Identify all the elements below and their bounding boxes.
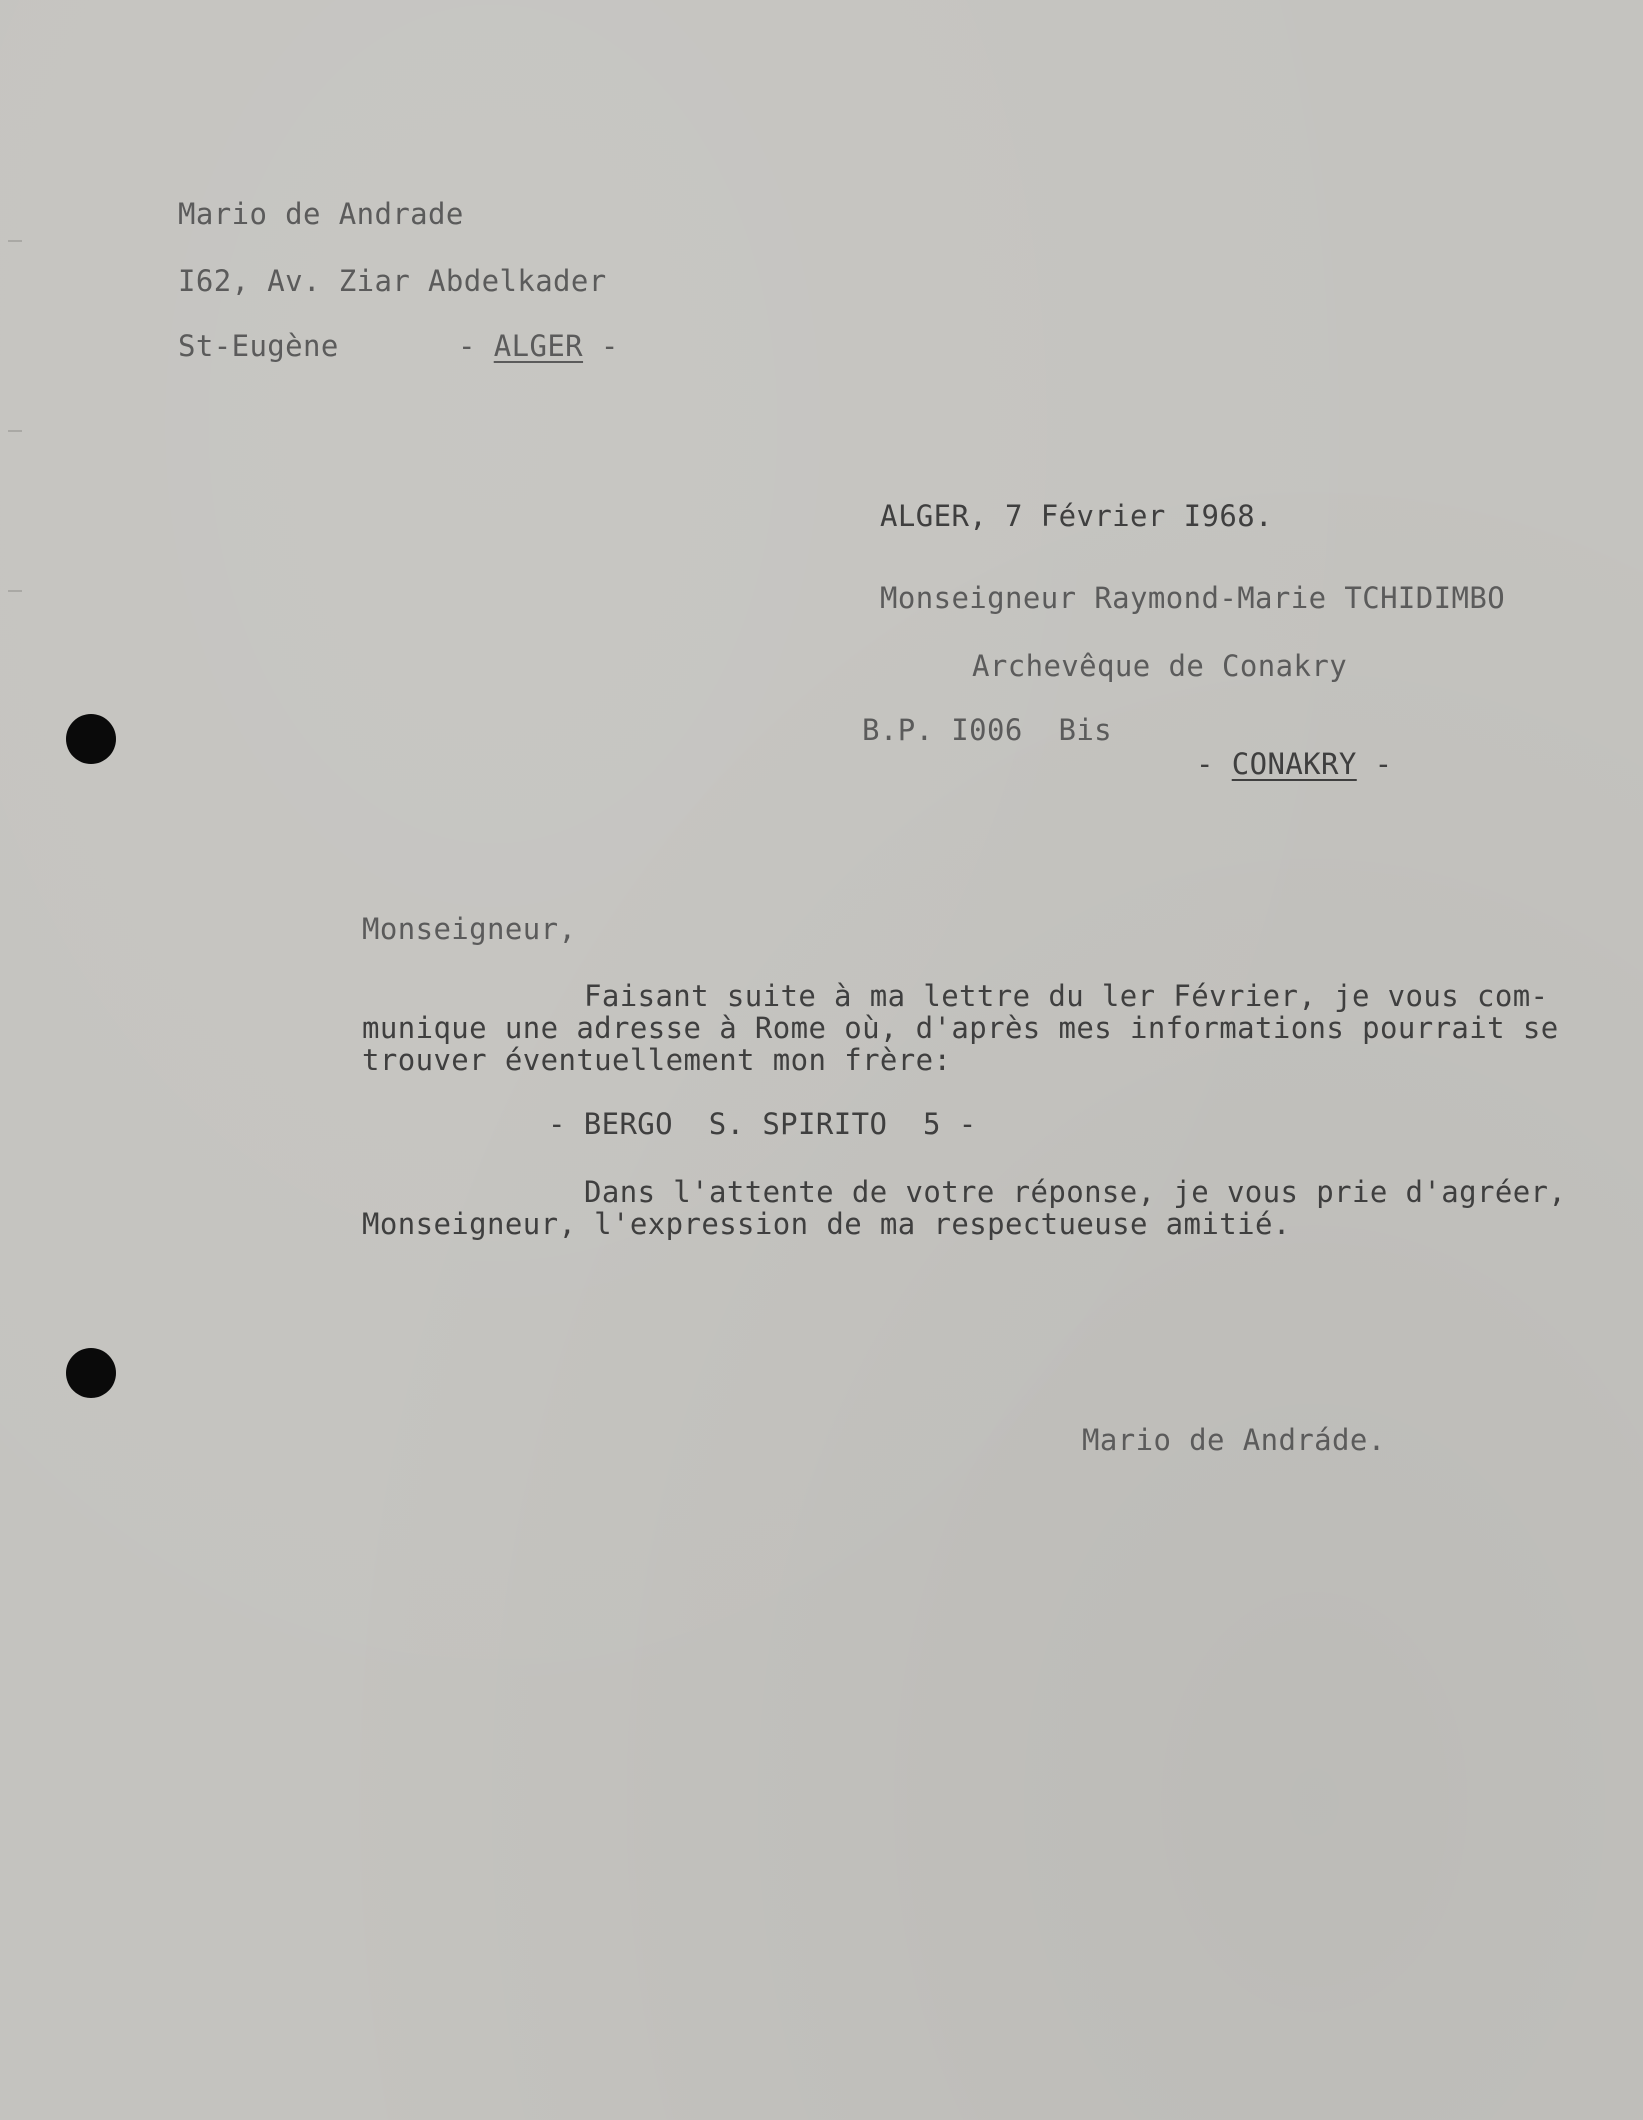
recipient-city-suffix: - xyxy=(1356,747,1393,781)
rome-address: - BERGO S. SPIRITO 5 - xyxy=(548,1107,977,1141)
body-line: munique une adresse à Rome où, d'après mes informations pourrait se xyxy=(362,1011,1559,1045)
sender-city-suffix: - xyxy=(583,329,619,363)
sender-street: I62, Av. Ziar Abdelkader xyxy=(178,264,607,298)
punch-hole xyxy=(66,714,116,764)
body-line: Dans l'attente de votre réponse, je vous prie d'agréer, xyxy=(584,1175,1567,1209)
recipient-name: Monseigneur Raymond-Marie TCHIDIMBO xyxy=(880,581,1506,615)
recipient-po-box: B.P. I006 Bis xyxy=(862,713,1113,747)
body-line: Monseigneur, l'expression de ma respectueuse amitié. xyxy=(362,1207,1291,1241)
edge-mark xyxy=(8,590,22,592)
body-line: Faisant suite à ma lettre du ler Février, je vous com- xyxy=(584,979,1549,1013)
punch-hole xyxy=(66,1348,116,1398)
recipient-title: Archevêque de Conakry xyxy=(972,649,1348,683)
edge-mark xyxy=(8,240,22,242)
salutation: Monseigneur, xyxy=(362,912,577,946)
sender-name: Mario de Andrade xyxy=(178,197,464,231)
sender-city-name: ALGER xyxy=(493,329,584,363)
sender-city-prefix: - xyxy=(458,329,494,363)
recipient-city-prefix: - xyxy=(1196,747,1232,781)
signature: Mario de Andráde. xyxy=(1082,1423,1386,1457)
edge-mark xyxy=(8,430,22,432)
recipient-city xyxy=(1196,748,1393,780)
date-line: ALGER, 7 Février I968. xyxy=(880,499,1273,533)
body-line: trouver éventuellement mon frère: xyxy=(362,1043,952,1077)
sender-district: St-Eugène xyxy=(178,329,339,363)
recipient-city-name: CONAKRY xyxy=(1231,747,1357,781)
sender-city xyxy=(458,330,619,362)
